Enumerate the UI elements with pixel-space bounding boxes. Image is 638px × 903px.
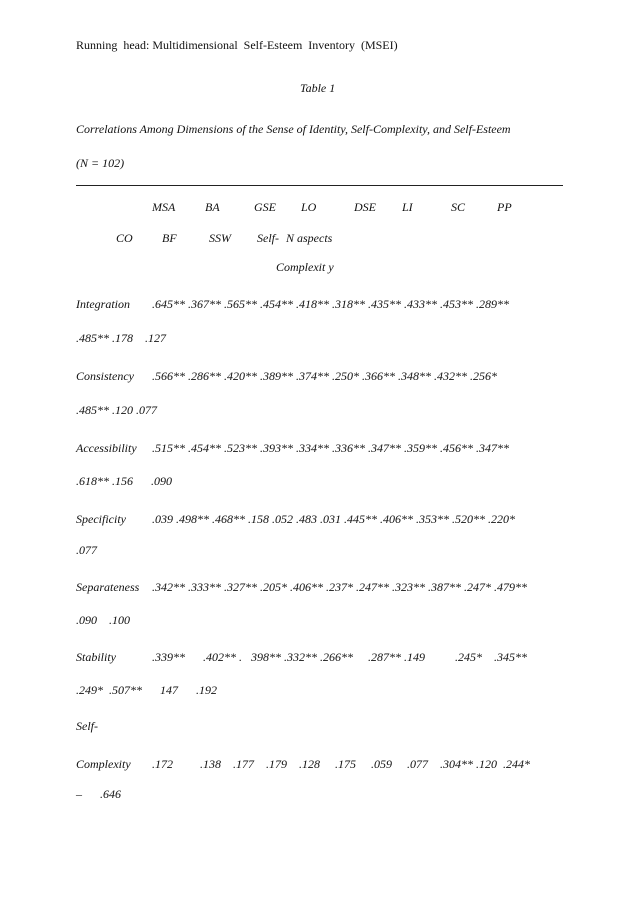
row-values-integration-cont: .485** .178 .127 [76,331,166,345]
col-header-sc: SC [451,200,466,214]
running-head: Running head: Multidimensional Self-Esteem Inventory (MSEI) [76,38,398,52]
col-header-co: CO [116,231,133,245]
row-label-consistency: Consistency [76,369,134,383]
col-header-gse: GSE [254,200,276,214]
row-values-separateness-cont: .090 .100 [76,613,130,627]
col-header-dse: DSE [354,200,376,214]
row-label-separateness: Separateness [76,580,140,594]
row-values-stability: .339** .402** . 398** .332** .266** .287** .149 .245* .345** [152,650,527,664]
table-top-rule [76,185,563,186]
row-values-integration: .645** .367** .565** .454** .418** .318** .435** .433** .453** .289** [152,297,509,311]
row-label-complexity: Complexity [76,757,131,771]
col-header-pp: PP [497,200,512,214]
row-values-self-complexity: .172 .138 .177 .179 .128 .175 .059 .077 .304** .120 .244* [152,757,530,771]
row-label-self: Self- [76,719,98,733]
row-values-stability-cont: .249* .507** 147 .192 [76,683,217,697]
col-header-li: LI [402,200,413,214]
col-header-naspects: N aspects [286,231,333,245]
col-header-ba: BA [205,200,220,214]
row-values-accessibility-cont: .618** .156 .090 [76,474,172,488]
row-label-stability: Stability [76,650,116,664]
row-values-specificity-cont: .077 [76,543,97,557]
table-label: Table 1 [300,81,336,95]
col-header-bf: BF [162,231,177,245]
row-label-accessibility: Accessibility [76,441,137,455]
row-values-consistency: .566** .286** .420** .389** .374** .250* .366** .348** .432** .256* [152,369,497,383]
sample-size: (N = 102) [76,156,125,170]
col-header-lo: LO [301,200,317,214]
col-header-complexity: Complexit y [276,260,334,274]
row-label-integration: Integration [76,297,130,311]
row-values-accessibility: .515** .454** .523** .393** .334** .336** .347** .359** .456** .347** [152,441,509,455]
row-values-specificity: .039 .498** .468** .158 .052 .483 .031 .445** .406** .353** .520** .220* [152,512,515,526]
row-label-specificity: Specificity [76,512,126,526]
col-header-ssw: SSW [209,231,231,245]
row-values-separateness: .342** .333** .327** .205* .406** .237* .247** .323** .387** .247* .479** [152,580,527,594]
row-values-self-complexity-cont: – .646 [76,787,121,801]
col-header-msa: MSA [152,200,176,214]
col-header-self: Self- [257,231,279,245]
row-values-consistency-cont: .485** .120 .077 [76,403,157,417]
table-caption: Correlations Among Dimensions of the Sense of Identity, Self-Complexity, and Self-Esteem [76,122,511,136]
